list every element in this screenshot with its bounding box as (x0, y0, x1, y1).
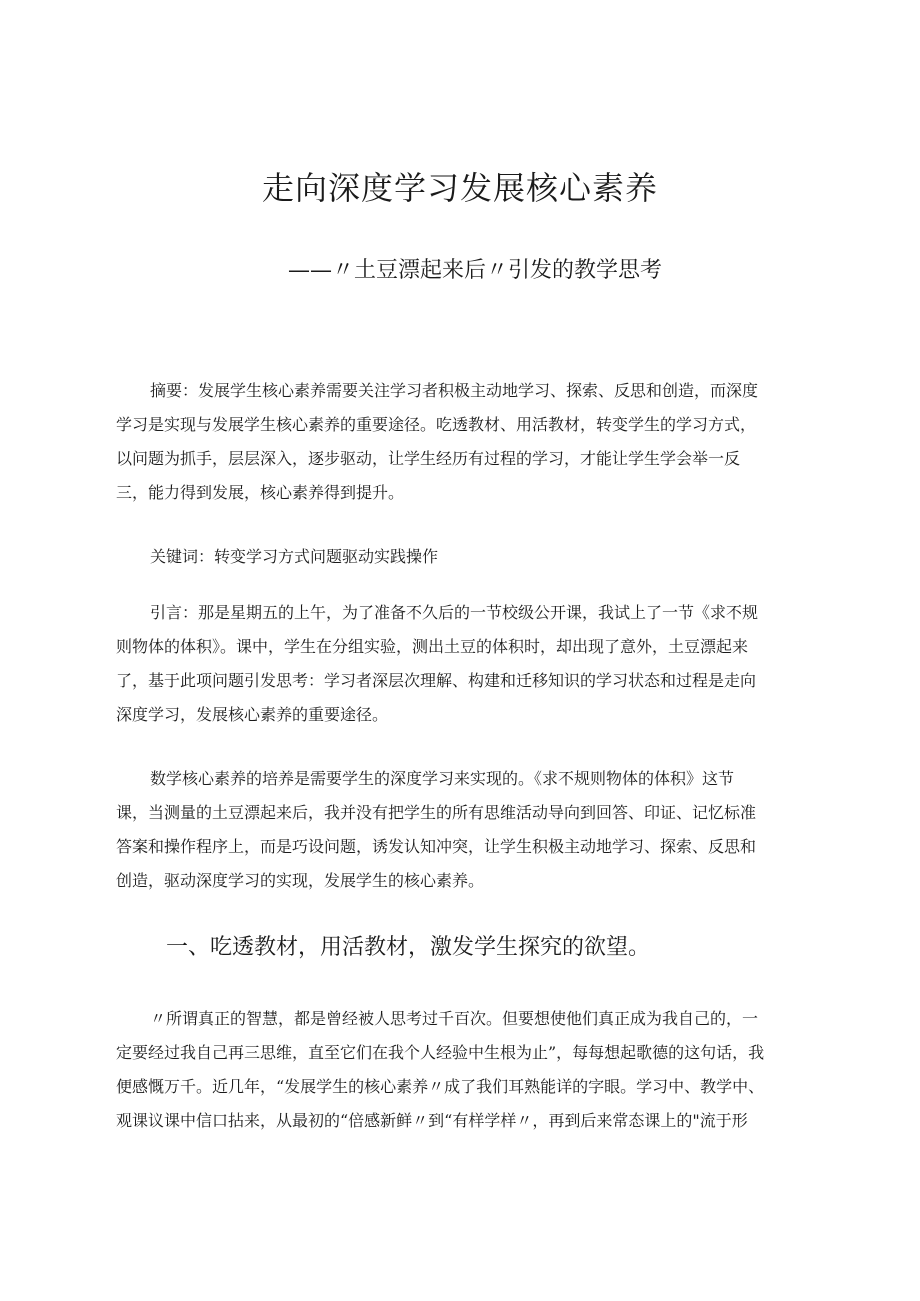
body-line: 定要经过我自己再三思维，直至它们在我个人经验中生根为止”，每每想起歌德的这句话，我 (116, 1043, 765, 1062)
abstract-paragraph (116, 374, 816, 510)
body-paragraph-2 (116, 1002, 816, 1138)
body-line: 数学核心素养的培养是需要学生的深度学习来实现的。《求不规则物体的体积》这节 (150, 769, 735, 788)
introduction-line: 则物体的体积》。课中，学生在分组实验，测出土豆的体积时，却出现了意外，土豆漂起来 (116, 637, 749, 656)
section-heading-1: 一、吃透教材，用活教材，激发学生探究的欲望。 (166, 935, 651, 960)
introduction-line: 深度学习，发展核心素养的重要途径。 (116, 705, 389, 724)
document-subtitle: ——〃土豆漂起来后〃引发的教学思考 (287, 258, 662, 283)
abstract-line: 摘要：发展学生核心素养需要关注学习者积极主动地学习、探索、反思和创造，而深度 (150, 381, 759, 400)
abstract-line: 以问题为抓手，层层深入，逐步驱动，让学生经历有过程的学习，才能让学生学会举一反 (116, 449, 741, 468)
body-line: 便感慨万千。近几年，“发展学生的核心素养〃成了我们耳熟能详的字眼。学习中、教学中、 (116, 1077, 765, 1096)
body-paragraph-1 (116, 762, 816, 898)
introduction-line: 引言：那是星期五的上午，为了准备不久后的一节校级公开课，我试上了一节《求不规 (150, 603, 759, 622)
abstract-line: 三，能力得到发展，核心素养得到提升。 (116, 483, 405, 502)
introduction-paragraph (116, 596, 816, 732)
keywords-line: 关键词：转变学习方式问题驱动实践操作 (150, 547, 439, 566)
body-line: 课，当测量的土豆漂起来后，我并没有把学生的所有思维活动导向到回答、印证、记忆标准 (116, 803, 757, 822)
body-line: 观课议课中信口拈来，从最初的“倍感新鲜〃到“有样学样〃，再到后来常态课上的"流于形 (116, 1111, 748, 1130)
document-title: 走向深度学习发展核心素养 (261, 169, 658, 207)
introduction-line: 了，基于此项问题引发思考：学习者深层次理解、构建和迁移知识的学习状态和过程是走向 (116, 671, 757, 690)
body-line: 创造，驱动深度学习的实现，发展学生的核心素养。 (116, 871, 485, 890)
body-line: 〃所谓真正的智慧，都是曾经被人思考过千百次。但要想使他们真正成为我自己的，一 (150, 1009, 759, 1028)
keywords-paragraph (116, 540, 816, 574)
abstract-line: 学习是实现与发展学生核心素养的重要途径。吃透教材、用活教材，转变学生的学习方式， (116, 415, 757, 434)
body-line: 答案和操作程序上，而是巧设问题，诱发认知冲突，让学生积极主动地学习、探索、反思和 (116, 837, 757, 856)
